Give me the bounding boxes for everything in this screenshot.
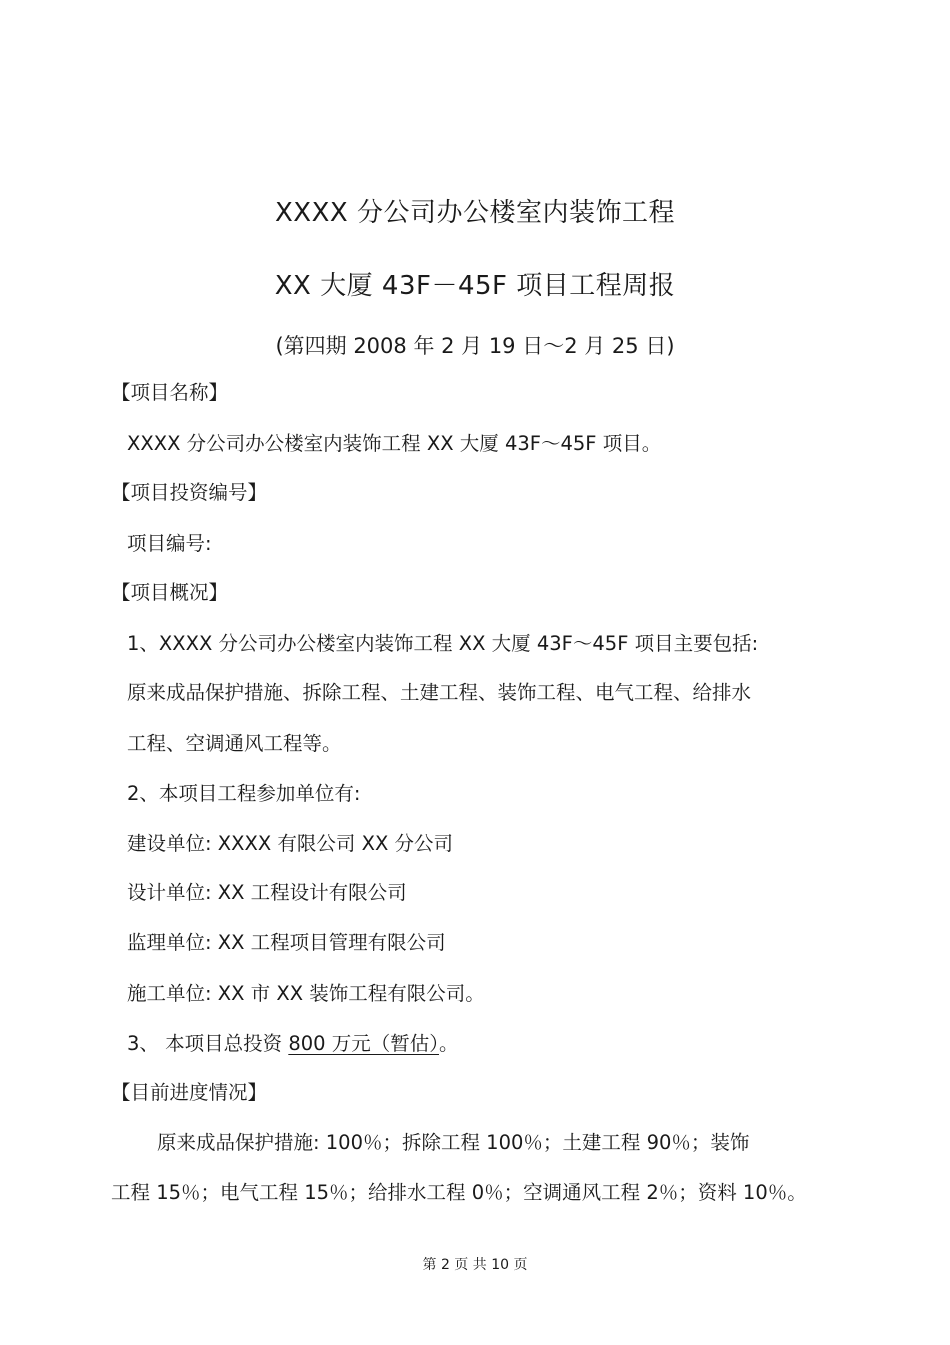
investment-no-text: 项目编号:	[127, 532, 212, 555]
construction-unit: 建设单位: XXXX 有限公司 XX 分公司	[127, 832, 454, 855]
progress-line1: 原来成品保护措施: 100％；拆除工程 100％；土建工程 90％；装饰	[157, 1131, 750, 1154]
supervision-unit: 监理单位: XX 工程项目管理有限公司	[127, 931, 446, 954]
progress-heading: 【目前进度情况】	[111, 1081, 268, 1104]
total-investment-suffix: 。	[438, 1032, 459, 1055]
overview-item2: 2、本项目工程参加单位有:	[127, 782, 361, 805]
report-period: (第四期 2008 年 2 月 19 日～2 月 25 日)	[275, 334, 675, 358]
builder-unit: 施工单位: XX 市 XX 装饰工程有限公司。	[127, 982, 485, 1005]
document-title-line1: XXXX 分公司办公楼室内装饰工程	[274, 198, 675, 228]
investment-no-heading: 【项目投资编号】	[111, 481, 268, 504]
design-unit: 设计单位: XX 工程设计有限公司	[127, 881, 407, 904]
total-investment-amount: 800 万元（暂估）	[288, 1032, 439, 1055]
total-investment-prefix: 3、 本项目总投资	[127, 1032, 289, 1055]
overview-item1-line2: 原来成品保护措施、拆除工程、土建工程、装饰工程、电气工程、给排水	[127, 681, 752, 704]
overview-heading: 【项目概况】	[111, 581, 229, 604]
project-name-heading: 【项目名称】	[111, 381, 229, 404]
overview-item1-line3: 工程、空调通风工程等。	[127, 732, 342, 755]
progress-line2: 工程 15％；电气工程 15％；给排水工程 0％；空调通风工程 2％；资料 10％。	[111, 1181, 807, 1204]
project-name-text: XXXX 分公司办公楼室内装饰工程 XX 大厦 43F～45F 项目。	[127, 432, 662, 455]
document-title-line2: XX 大厦 43F－45F 项目工程周报	[274, 271, 676, 301]
total-investment	[127, 1032, 459, 1055]
page-footer: 第 2 页 共 10 页	[422, 1257, 528, 1273]
overview-item1-line1: 1、XXXX 分公司办公楼室内装饰工程 XX 大厦 43F～45F 项目主要包括:	[127, 632, 759, 655]
